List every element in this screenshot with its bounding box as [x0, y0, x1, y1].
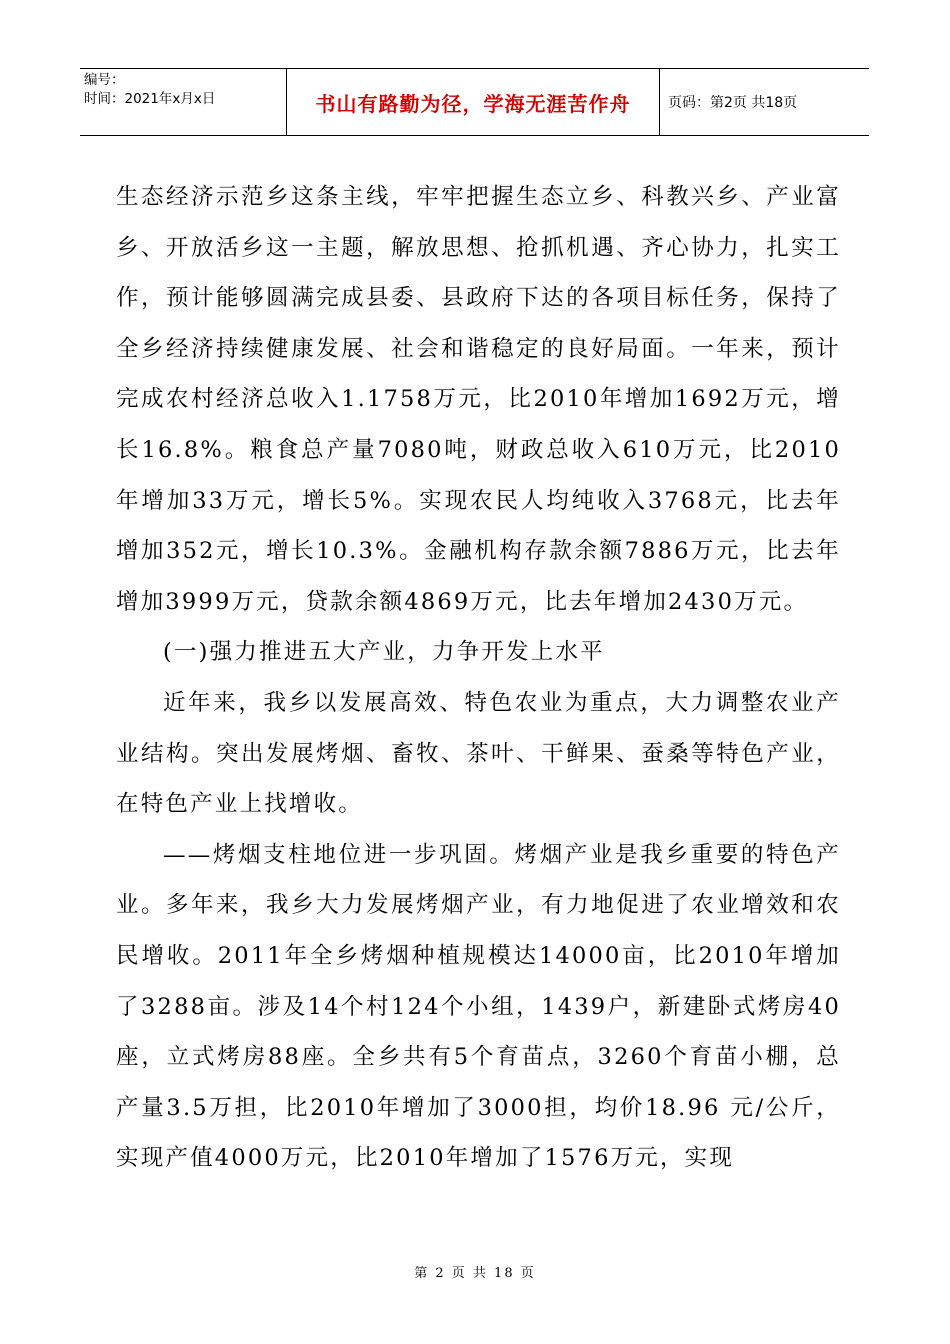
- page-header: [80, 68, 869, 136]
- document-body: [116, 172, 841, 1184]
- section-heading: (一)强力推进五大产业，力争开发上水平: [163, 639, 605, 666]
- document-number: 编号：: [84, 72, 125, 88]
- paragraph-industry: 近年来，我乡以发展高效、特色农业为重点，大力调整农业产业结构。突出发展烤烟、畜牧、茶叶、干鲜果、蚕桑等特色产业，在特色产业上找增收。: [116, 689, 841, 818]
- document-time: 时间：2021年x月x日: [84, 91, 216, 107]
- header-meta: [80, 69, 286, 135]
- paragraph-tobacco: ——烤烟支柱地位进一步巩固。烤烟产业是我乡重要的特色产业。多年来，我乡大力发展烤烟产业，有力地促进了农业增效和农民增收。2011年全乡烤烟种植规模达14000亩，比2010年增加了3288亩。涉及14个村124个小组，1439户，新建卧式烤房40座，立式烤房88座。全乡共有5个育苗点，3260个育苗小棚，总产量3.5万担，比2010年增加了3000担，均价18.96 元/公斤，实现产值4000万元，比2010年增加了1576万元，实现: [116, 841, 841, 1172]
- header-page-info: 页码：第2页 共18页: [668, 95, 798, 111]
- paragraph-summary: 生态经济示范乡这条主线，牢牢把握生态立乡、科教兴乡、产业富乡、开放活乡这一主题，解放思想、抢抓机遇、齐心协力，扎实工作，预计能够圆满完成县委、县政府下达的各项目标任务，保持了全乡经济持续健康发展、社会和谐稳定的良好局面。一年来，预计完成农村经济总收入1.1758万元，比2010年增加1692万元，增长16.8%。粮食总产量7080吨，财政总收入610万元，比2010年增加33万元，增长5%。实现农民人均纯收入3768元，比去年增加352元，增长10.3%。金融机构存款余额7886万元，比去年增加3999万元，贷款余额4869万元，比去年增加2430万元。: [116, 184, 841, 615]
- header-motto: 书山有路勤为径，学海无涯苦作舟: [286, 69, 660, 135]
- page-footer: 第 2 页 共 18 页: [414, 1266, 536, 1281]
